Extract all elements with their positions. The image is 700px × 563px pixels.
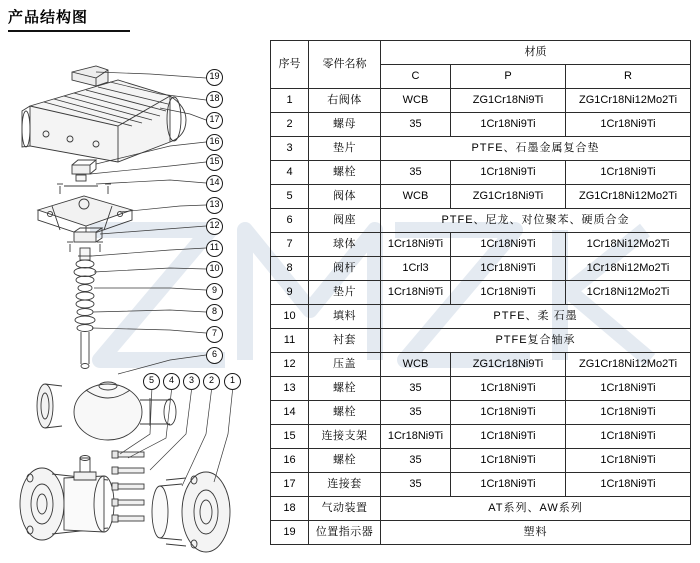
cell-material-p: 1Cr18Ni9Ti <box>451 401 566 425</box>
table-row <box>271 89 691 113</box>
table-header-row-1 <box>271 41 691 65</box>
cell-material-c: 35 <box>381 473 451 497</box>
cell-material-p: ZG1Cr18Ni9Ti <box>451 185 566 209</box>
cell-material-c: 35 <box>381 161 451 185</box>
cell-material-c: 1Cr18Ni9Ti <box>381 233 451 257</box>
callout-15: 15 <box>206 154 223 171</box>
valve-assembly-drawing <box>0 34 268 563</box>
cell-no: 6 <box>271 209 309 233</box>
cell-material-p: 1Cr18Ni9Ti <box>451 425 566 449</box>
cell-part-name: 连接支架 <box>309 425 381 449</box>
cell-material-p: 1Cr18Ni9Ti <box>451 161 566 185</box>
cell-material-c: 35 <box>381 401 451 425</box>
table-row <box>271 377 691 401</box>
table-row <box>271 281 691 305</box>
cell-material-p: ZG1Cr18Ni9Ti <box>451 353 566 377</box>
cell-part-name: 球体 <box>309 233 381 257</box>
cell-material-c: 1Cr18Ni9Ti <box>381 281 451 305</box>
table-row <box>271 257 691 281</box>
cell-material-r: 1Cr18Ni9Ti <box>566 449 691 473</box>
cell-material-all: PTFE、尼龙、对位聚苯、硬质合金 <box>381 209 691 233</box>
table-row <box>271 473 691 497</box>
callout-14: 14 <box>206 175 223 192</box>
cell-material-p: 1Cr18Ni9Ti <box>451 281 566 305</box>
cell-part-name: 压盖 <box>309 353 381 377</box>
ball-and-seat-group <box>37 382 176 440</box>
cell-no: 14 <box>271 401 309 425</box>
callout-16: 16 <box>206 134 223 151</box>
cell-no: 19 <box>271 521 309 545</box>
cell-no: 13 <box>271 377 309 401</box>
callout-3: 3 <box>183 373 200 390</box>
page-title: 产品结构图 <box>8 9 89 26</box>
page-title-bar <box>8 6 692 32</box>
right-flange-body <box>152 472 230 552</box>
product-structure-diagram <box>0 34 268 563</box>
cell-material-p: 1Cr18Ni9Ti <box>451 233 566 257</box>
cell-material-p: 1Cr18Ni9Ti <box>451 473 566 497</box>
material-spec-table <box>270 40 691 545</box>
table-row <box>271 329 691 353</box>
cell-material-p: 1Cr18Ni9Ti <box>451 449 566 473</box>
table-row <box>271 353 691 377</box>
cell-material-r: 1Cr18Ni9Ti <box>566 377 691 401</box>
cell-part-name: 阀杆 <box>309 257 381 281</box>
table-row <box>271 521 691 545</box>
cell-no: 16 <box>271 449 309 473</box>
cell-part-name: 衬套 <box>309 329 381 353</box>
table-row <box>271 161 691 185</box>
cell-no: 15 <box>271 425 309 449</box>
header-material: 材质 <box>381 41 691 65</box>
cell-material-r: 1Cr18Ni12Mo2Ti <box>566 257 691 281</box>
cell-material-p: 1Cr18Ni9Ti <box>451 257 566 281</box>
cell-material-p: 1Cr18Ni9Ti <box>451 377 566 401</box>
header-grade-p: P <box>451 65 566 89</box>
cell-material-all: PTFE、石墨金属复合垫 <box>381 137 691 161</box>
cell-material-r: 1Cr18Ni9Ti <box>566 161 691 185</box>
table-row <box>271 209 691 233</box>
cell-part-name: 螺栓 <box>309 161 381 185</box>
cell-no: 4 <box>271 161 309 185</box>
cell-material-r: 1Cr18Ni9Ti <box>566 425 691 449</box>
cell-material-r: ZG1Cr18Ni12Mo2Ti <box>566 353 691 377</box>
table-row <box>271 449 691 473</box>
cell-material-c: 1Crl3 <box>381 257 451 281</box>
cell-material-r: ZG1Cr18Ni12Mo2Ti <box>566 89 691 113</box>
cell-part-name: 螺栓 <box>309 377 381 401</box>
cell-part-name: 填料 <box>309 305 381 329</box>
cell-part-name: 右阀体 <box>309 89 381 113</box>
cell-material-r: 1Cr18Ni9Ti <box>566 113 691 137</box>
callout-18: 18 <box>206 91 223 108</box>
cell-no: 2 <box>271 113 309 137</box>
cell-no: 5 <box>271 185 309 209</box>
material-spec-table-wrap <box>270 40 690 545</box>
left-flange-body <box>20 456 114 541</box>
cell-material-c: WCB <box>381 89 451 113</box>
cell-material-r: 1Cr18Ni12Mo2Ti <box>566 281 691 305</box>
header-grade-c: C <box>381 65 451 89</box>
table-body <box>271 89 691 545</box>
cell-material-c: 35 <box>381 113 451 137</box>
callout-2: 2 <box>203 373 220 390</box>
cell-material-p: ZG1Cr18Ni9Ti <box>451 89 566 113</box>
table-row <box>271 425 691 449</box>
table-row <box>271 305 691 329</box>
stem-and-packing-stack <box>74 248 96 369</box>
cell-part-name: 位置指示器 <box>309 521 381 545</box>
callout-1: 1 <box>224 373 241 390</box>
cell-part-name: 阀体 <box>309 185 381 209</box>
callout-9: 9 <box>206 283 223 300</box>
callout-17: 17 <box>206 112 223 129</box>
cell-no: 1 <box>271 89 309 113</box>
bolt-nut-group <box>112 451 144 522</box>
callout-19: 19 <box>206 69 223 86</box>
cell-material-all: 塑料 <box>381 521 691 545</box>
header-grade-r: R <box>566 65 691 89</box>
table-row <box>271 233 691 257</box>
cell-part-name: 垫片 <box>309 137 381 161</box>
cell-part-name: 螺栓 <box>309 401 381 425</box>
cell-material-p: 1Cr18Ni9Ti <box>451 113 566 137</box>
cell-material-all: PTFE复合轴承 <box>381 329 691 353</box>
cell-material-r: ZG1Cr18Ni12Mo2Ti <box>566 185 691 209</box>
callout-7: 7 <box>206 326 223 343</box>
cell-no: 11 <box>271 329 309 353</box>
cell-material-c: 35 <box>381 449 451 473</box>
table-row <box>271 497 691 521</box>
header-name: 零件名称 <box>309 41 381 89</box>
header-no: 序号 <box>271 41 309 89</box>
cell-no: 8 <box>271 257 309 281</box>
cell-part-name: 螺母 <box>309 113 381 137</box>
mounting-bracket <box>38 196 132 242</box>
callout-6: 6 <box>206 347 223 364</box>
actuator-body <box>22 66 186 162</box>
callout-11: 11 <box>206 240 223 257</box>
cell-material-r: 1Cr18Ni9Ti <box>566 401 691 425</box>
cell-material-r: 1Cr18Ni12Mo2Ti <box>566 233 691 257</box>
table-row <box>271 137 691 161</box>
cell-no: 18 <box>271 497 309 521</box>
cell-material-c: WCB <box>381 185 451 209</box>
callout-5: 5 <box>143 373 160 390</box>
callout-13: 13 <box>206 197 223 214</box>
cell-no: 12 <box>271 353 309 377</box>
table-row <box>271 401 691 425</box>
position-indicator-parts <box>64 160 98 186</box>
cell-material-c: 35 <box>381 377 451 401</box>
cell-material-c: WCB <box>381 353 451 377</box>
cell-no: 7 <box>271 233 309 257</box>
cell-no: 9 <box>271 281 309 305</box>
cell-part-name: 连接套 <box>309 473 381 497</box>
cell-no: 17 <box>271 473 309 497</box>
cell-no: 10 <box>271 305 309 329</box>
callout-10: 10 <box>206 261 223 278</box>
table-row <box>271 185 691 209</box>
cell-part-name: 垫片 <box>309 281 381 305</box>
callout-8: 8 <box>206 304 223 321</box>
cell-material-c: 1Cr18Ni9Ti <box>381 425 451 449</box>
cell-no: 3 <box>271 137 309 161</box>
cell-material-r: 1Cr18Ni9Ti <box>566 473 691 497</box>
cell-part-name: 阀座 <box>309 209 381 233</box>
cell-part-name: 气动装置 <box>309 497 381 521</box>
cell-part-name: 螺栓 <box>309 449 381 473</box>
callout-4: 4 <box>163 373 180 390</box>
title-underline <box>8 30 130 32</box>
cell-material-all: AT系列、AW系列 <box>381 497 691 521</box>
callout-12: 12 <box>206 218 223 235</box>
table-row <box>271 113 691 137</box>
cell-material-all: PTFE、柔 石墨 <box>381 305 691 329</box>
